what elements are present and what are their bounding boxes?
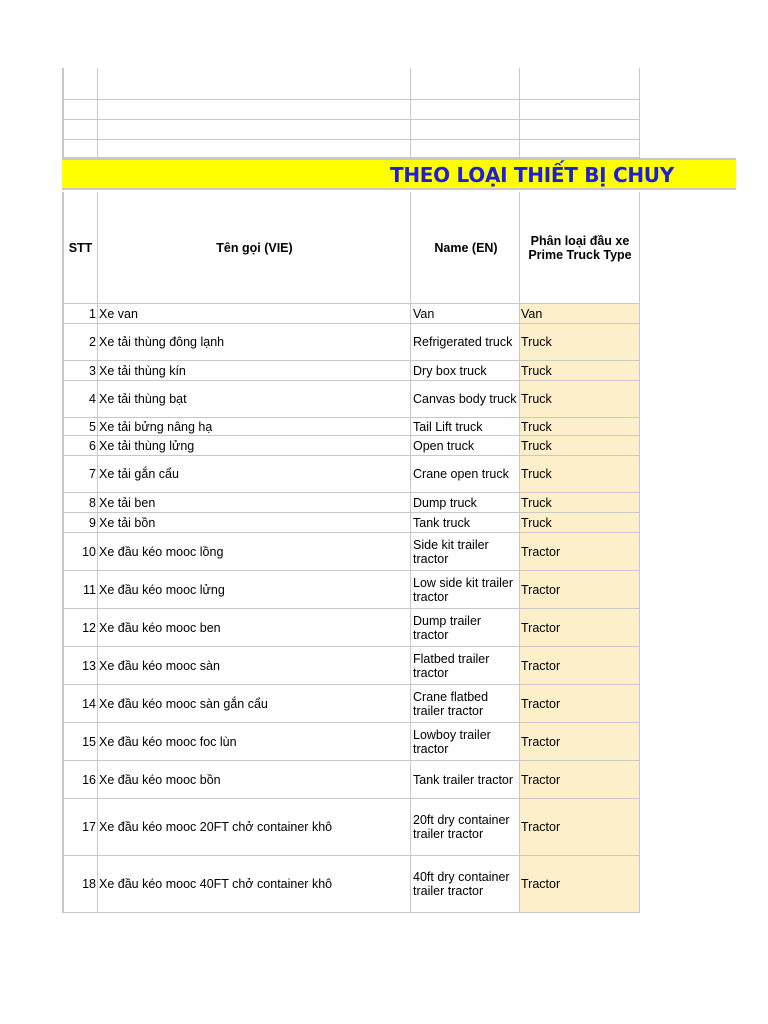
- cell-stt[interactable]: [62, 361, 98, 381]
- cell-name-en-text: Van: [413, 306, 435, 321]
- cell-name-en-text: Side kit trailer tractor: [413, 537, 489, 566]
- cell-name-vie[interactable]: [98, 761, 411, 799]
- cell[interactable]: [62, 120, 98, 140]
- cell-truck-type-text: Tractor: [521, 820, 561, 834]
- cell[interactable]: [520, 100, 640, 120]
- cell-name-en[interactable]: [411, 304, 520, 324]
- cell-name-vie[interactable]: [98, 436, 411, 456]
- cell-stt-text: 17: [82, 820, 96, 834]
- cell-name-en-text: 40ft dry container trailer tractor: [413, 870, 510, 898]
- table-row: [62, 685, 640, 723]
- cell-name-en[interactable]: [411, 799, 520, 856]
- cell-truck-type[interactable]: [520, 723, 640, 761]
- cell-name-en-text: Canvas body truck: [413, 392, 517, 406]
- cell-name-vie-text: Xe tải ben: [99, 495, 156, 510]
- cell[interactable]: [520, 68, 640, 100]
- cell-stt-text: 14: [82, 696, 96, 711]
- cell-truck-type-text: Truck: [521, 467, 552, 481]
- cell-stt[interactable]: [62, 685, 98, 723]
- cell-name-vie-text: Xe tải thùng kín: [99, 363, 186, 378]
- table-row: [62, 418, 640, 436]
- cell-truck-type[interactable]: [520, 324, 640, 361]
- cell-truck-type-text: Truck: [521, 515, 552, 530]
- cell-name-vie[interactable]: [98, 361, 411, 381]
- cell-name-vie-text: Xe tải bồn: [99, 515, 156, 530]
- cell-name-en-text: Crane flatbed trailer tractor: [413, 689, 489, 718]
- cell[interactable]: [520, 140, 640, 158]
- cell-name-en[interactable]: [411, 493, 520, 513]
- cell-name-en-text: Low side kit trailer tractor: [413, 575, 514, 604]
- cell-stt[interactable]: [62, 799, 98, 856]
- cell-name-vie-text: Xe tải bửng nâng hạ: [99, 419, 213, 434]
- cell-name-en-text: Tail Lift truck: [413, 419, 483, 434]
- table-row: [62, 799, 640, 856]
- cell-stt-text: 2: [89, 335, 96, 349]
- cell-name-en[interactable]: [411, 685, 520, 723]
- cell[interactable]: [62, 140, 98, 158]
- table-row: [62, 571, 640, 609]
- cell-truck-type[interactable]: [520, 799, 640, 856]
- cell-name-vie[interactable]: [98, 418, 411, 436]
- cell-stt[interactable]: [62, 761, 98, 799]
- header-stt-label: STT: [68, 240, 93, 255]
- cell-name-en-text: Dry box truck: [413, 363, 487, 378]
- table-row: [62, 493, 640, 513]
- cell-name-vie[interactable]: [98, 647, 411, 685]
- cell-name-vie-text: Xe đầu kéo mooc 20FT chở container khô: [99, 820, 333, 834]
- cell-truck-type[interactable]: [520, 761, 640, 799]
- cell-name-en[interactable]: [411, 513, 520, 533]
- cell-stt[interactable]: [62, 533, 98, 571]
- header-name-vie-label: Tên gọi (VIE): [216, 240, 293, 255]
- cell-truck-type-text: Tractor: [521, 734, 561, 749]
- cell-name-vie-text: Xe đầu kéo mooc 40FT chở container khô: [99, 877, 333, 891]
- cell-stt-text: 15: [82, 734, 96, 749]
- table-row: [62, 304, 640, 324]
- cell[interactable]: [411, 68, 520, 100]
- cell[interactable]: [520, 120, 640, 140]
- cell-stt[interactable]: [62, 456, 98, 493]
- cell-name-en-text: Dump truck: [413, 495, 477, 510]
- cell-truck-type[interactable]: [520, 647, 640, 685]
- cell-name-vie-text: Xe tải gắn cẩu: [99, 467, 179, 481]
- header-stt[interactable]: [62, 192, 98, 304]
- cell-name-vie[interactable]: [98, 856, 411, 913]
- cell-name-en[interactable]: [411, 609, 520, 647]
- empty-row: [62, 68, 640, 100]
- cell-stt-text: 6: [89, 438, 96, 453]
- cell-stt[interactable]: [62, 723, 98, 761]
- cell-truck-type-text: Truck: [521, 438, 552, 453]
- cell-name-en-text: Open truck: [413, 438, 475, 453]
- cell-stt[interactable]: [62, 381, 98, 418]
- cell[interactable]: [411, 120, 520, 140]
- cell-name-vie[interactable]: [98, 304, 411, 324]
- cell-name-en-text: Flatbed trailer tractor: [413, 651, 490, 680]
- cell-name-en[interactable]: [411, 856, 520, 913]
- cell-name-vie[interactable]: [98, 513, 411, 533]
- cell-name-vie[interactable]: [98, 799, 411, 856]
- table-row: [62, 456, 640, 493]
- table-row: [62, 436, 640, 456]
- header-name-en[interactable]: [411, 192, 520, 304]
- cell-stt-text: 12: [82, 620, 96, 635]
- cell[interactable]: [98, 68, 411, 100]
- table-row: [62, 381, 640, 418]
- table-row: [62, 533, 640, 571]
- cell-name-en[interactable]: [411, 761, 520, 799]
- cell-stt[interactable]: [62, 418, 98, 436]
- cell-truck-type-text: Truck: [521, 419, 552, 434]
- cell-stt-text: 7: [89, 467, 96, 481]
- cell-name-en[interactable]: [411, 381, 520, 418]
- cell-name-en[interactable]: [411, 418, 520, 436]
- cell-name-vie-text: Xe đầu kéo mooc lửng: [99, 582, 225, 597]
- cell-truck-type-text: Truck: [521, 363, 552, 378]
- table-row: [62, 723, 640, 761]
- cell[interactable]: [98, 140, 411, 158]
- cell[interactable]: [411, 100, 520, 120]
- cell[interactable]: [62, 100, 98, 120]
- cell-name-en-text: Lowboy trailer tractor: [413, 727, 491, 756]
- header-name-vie[interactable]: [98, 192, 411, 304]
- cell-name-vie[interactable]: [98, 381, 411, 418]
- empty-row: [62, 140, 640, 158]
- cell-stt[interactable]: [62, 304, 98, 324]
- cell-name-vie[interactable]: [98, 533, 411, 571]
- cell-name-vie[interactable]: [98, 571, 411, 609]
- table-body: [62, 304, 640, 913]
- cell-stt[interactable]: [62, 493, 98, 513]
- spreadsheet-table: [62, 68, 640, 913]
- cell-name-vie[interactable]: [98, 609, 411, 647]
- cell-truck-type-text: Tractor: [521, 696, 561, 711]
- cell-name-vie-text: Xe đầu kéo mooc sàn: [99, 658, 220, 673]
- cell-name-vie-text: Xe tải thùng đông lạnh: [99, 335, 225, 349]
- cell-truck-type-text: Tractor: [521, 658, 561, 673]
- cell-name-en[interactable]: [411, 436, 520, 456]
- cell-stt[interactable]: [62, 324, 98, 361]
- cell-stt-text: 5: [89, 419, 96, 434]
- cell-name-vie-text: Xe tải thùng bạt: [99, 392, 187, 406]
- header-name-en-label: Name (EN): [434, 240, 498, 255]
- cell-stt-text: 8: [89, 495, 96, 510]
- cell-truck-type[interactable]: [520, 361, 640, 381]
- table-row: [62, 856, 640, 913]
- cell-truck-type[interactable]: [520, 493, 640, 513]
- title-banner[interactable]: [62, 158, 736, 190]
- cell-name-en-text: Tank truck: [413, 515, 470, 530]
- cell-name-en[interactable]: [411, 324, 520, 361]
- table-row: [62, 609, 640, 647]
- cell-name-vie[interactable]: [98, 685, 411, 723]
- cell-truck-type-text: Truck: [521, 335, 552, 349]
- cell[interactable]: [98, 100, 411, 120]
- empty-row: [62, 100, 640, 120]
- cell-stt-text: 4: [89, 392, 96, 406]
- cell-truck-type[interactable]: [520, 456, 640, 493]
- cell-stt[interactable]: [62, 856, 98, 913]
- header-truck-type-line1: Phân loại đầu xe: [530, 233, 630, 248]
- cell-stt-text: 13: [82, 658, 96, 673]
- table-row: [62, 513, 640, 533]
- cell-name-en[interactable]: [411, 647, 520, 685]
- cell-stt-text: 1: [89, 306, 96, 321]
- cell-name-en-text: Tank trailer tractor: [413, 772, 514, 787]
- cell-name-en-text: Crane open truck: [413, 467, 509, 481]
- cell-name-en-text: Dump trailer tractor: [413, 613, 482, 642]
- cell-truck-type-text: Tractor: [521, 772, 561, 787]
- cell-stt-text: 16: [82, 772, 96, 787]
- cell-name-en-text: 20ft dry container trailer tractor: [413, 813, 510, 841]
- cell-truck-type[interactable]: [520, 533, 640, 571]
- cell-truck-type[interactable]: [520, 381, 640, 418]
- cell-truck-type[interactable]: [520, 609, 640, 647]
- cell-name-vie[interactable]: [98, 723, 411, 761]
- cell[interactable]: [411, 140, 520, 158]
- cell-name-vie-text: Xe tải thùng lửng: [99, 438, 195, 453]
- cell-truck-type[interactable]: [520, 304, 640, 324]
- cell-name-vie[interactable]: [98, 324, 411, 361]
- table-row: [62, 361, 640, 381]
- cell-stt-text: 11: [83, 582, 96, 597]
- cell-name-en[interactable]: [411, 533, 520, 571]
- cell-stt-text: 18: [82, 877, 96, 891]
- cell-name-en[interactable]: [411, 723, 520, 761]
- empty-row: [62, 120, 640, 140]
- cell-stt-text: 3: [89, 363, 96, 378]
- cell-stt[interactable]: [62, 513, 98, 533]
- cell-name-vie[interactable]: [98, 456, 411, 493]
- cell-truck-type[interactable]: [520, 436, 640, 456]
- cell-name-en-text: Refrigerated truck: [413, 335, 513, 349]
- cell-name-vie-text: Xe đầu kéo mooc ben: [99, 620, 221, 635]
- cell-truck-type-text: Van: [521, 306, 543, 321]
- cell-name-vie-text: Xe đầu kéo mooc foc lùn: [99, 734, 237, 749]
- cell-truck-type-text: Truck: [521, 495, 552, 510]
- cell-name-en[interactable]: [411, 571, 520, 609]
- header-truck-type[interactable]: [520, 192, 640, 304]
- table-row: [62, 761, 640, 799]
- cell-name-en[interactable]: [411, 361, 520, 381]
- cell-name-vie[interactable]: [98, 493, 411, 513]
- cell-truck-type[interactable]: [520, 513, 640, 533]
- cell-truck-type-text: Tractor: [521, 877, 561, 891]
- table-row: [62, 647, 640, 685]
- cell-stt-text: 9: [89, 515, 96, 530]
- table-row: [62, 324, 640, 361]
- header-truck-type-line2: Prime Truck Type: [528, 247, 632, 262]
- page-title: THEO LOẠI THIẾT BỊ CHUY: [390, 163, 674, 187]
- cell-name-vie-text: Xe van: [99, 306, 138, 321]
- cell-truck-type-text: Truck: [521, 392, 552, 406]
- cell-truck-type[interactable]: [520, 685, 640, 723]
- cell-truck-type-text: Tractor: [521, 544, 561, 559]
- cell-stt[interactable]: [62, 436, 98, 456]
- cell-truck-type[interactable]: [520, 571, 640, 609]
- cell-name-vie-text: Xe đầu kéo mooc bồn: [99, 772, 221, 787]
- cell-stt[interactable]: [62, 571, 98, 609]
- cell-truck-type-text: Tractor: [521, 582, 561, 597]
- header-row: [62, 192, 640, 304]
- cell-name-en[interactable]: [411, 456, 520, 493]
- cell-stt-text: 10: [82, 544, 96, 559]
- cell-stt[interactable]: [62, 647, 98, 685]
- cell-stt[interactable]: [62, 609, 98, 647]
- cell-truck-type-text: Tractor: [521, 620, 561, 635]
- cell-truck-type[interactable]: [520, 418, 640, 436]
- cell-name-vie-text: Xe đầu kéo mooc sàn gắn cẩu: [99, 696, 268, 711]
- cell-truck-type[interactable]: [520, 856, 640, 913]
- cell[interactable]: [98, 120, 411, 140]
- cell[interactable]: [62, 68, 98, 100]
- cell-name-vie-text: Xe đầu kéo mooc lồng: [99, 544, 224, 559]
